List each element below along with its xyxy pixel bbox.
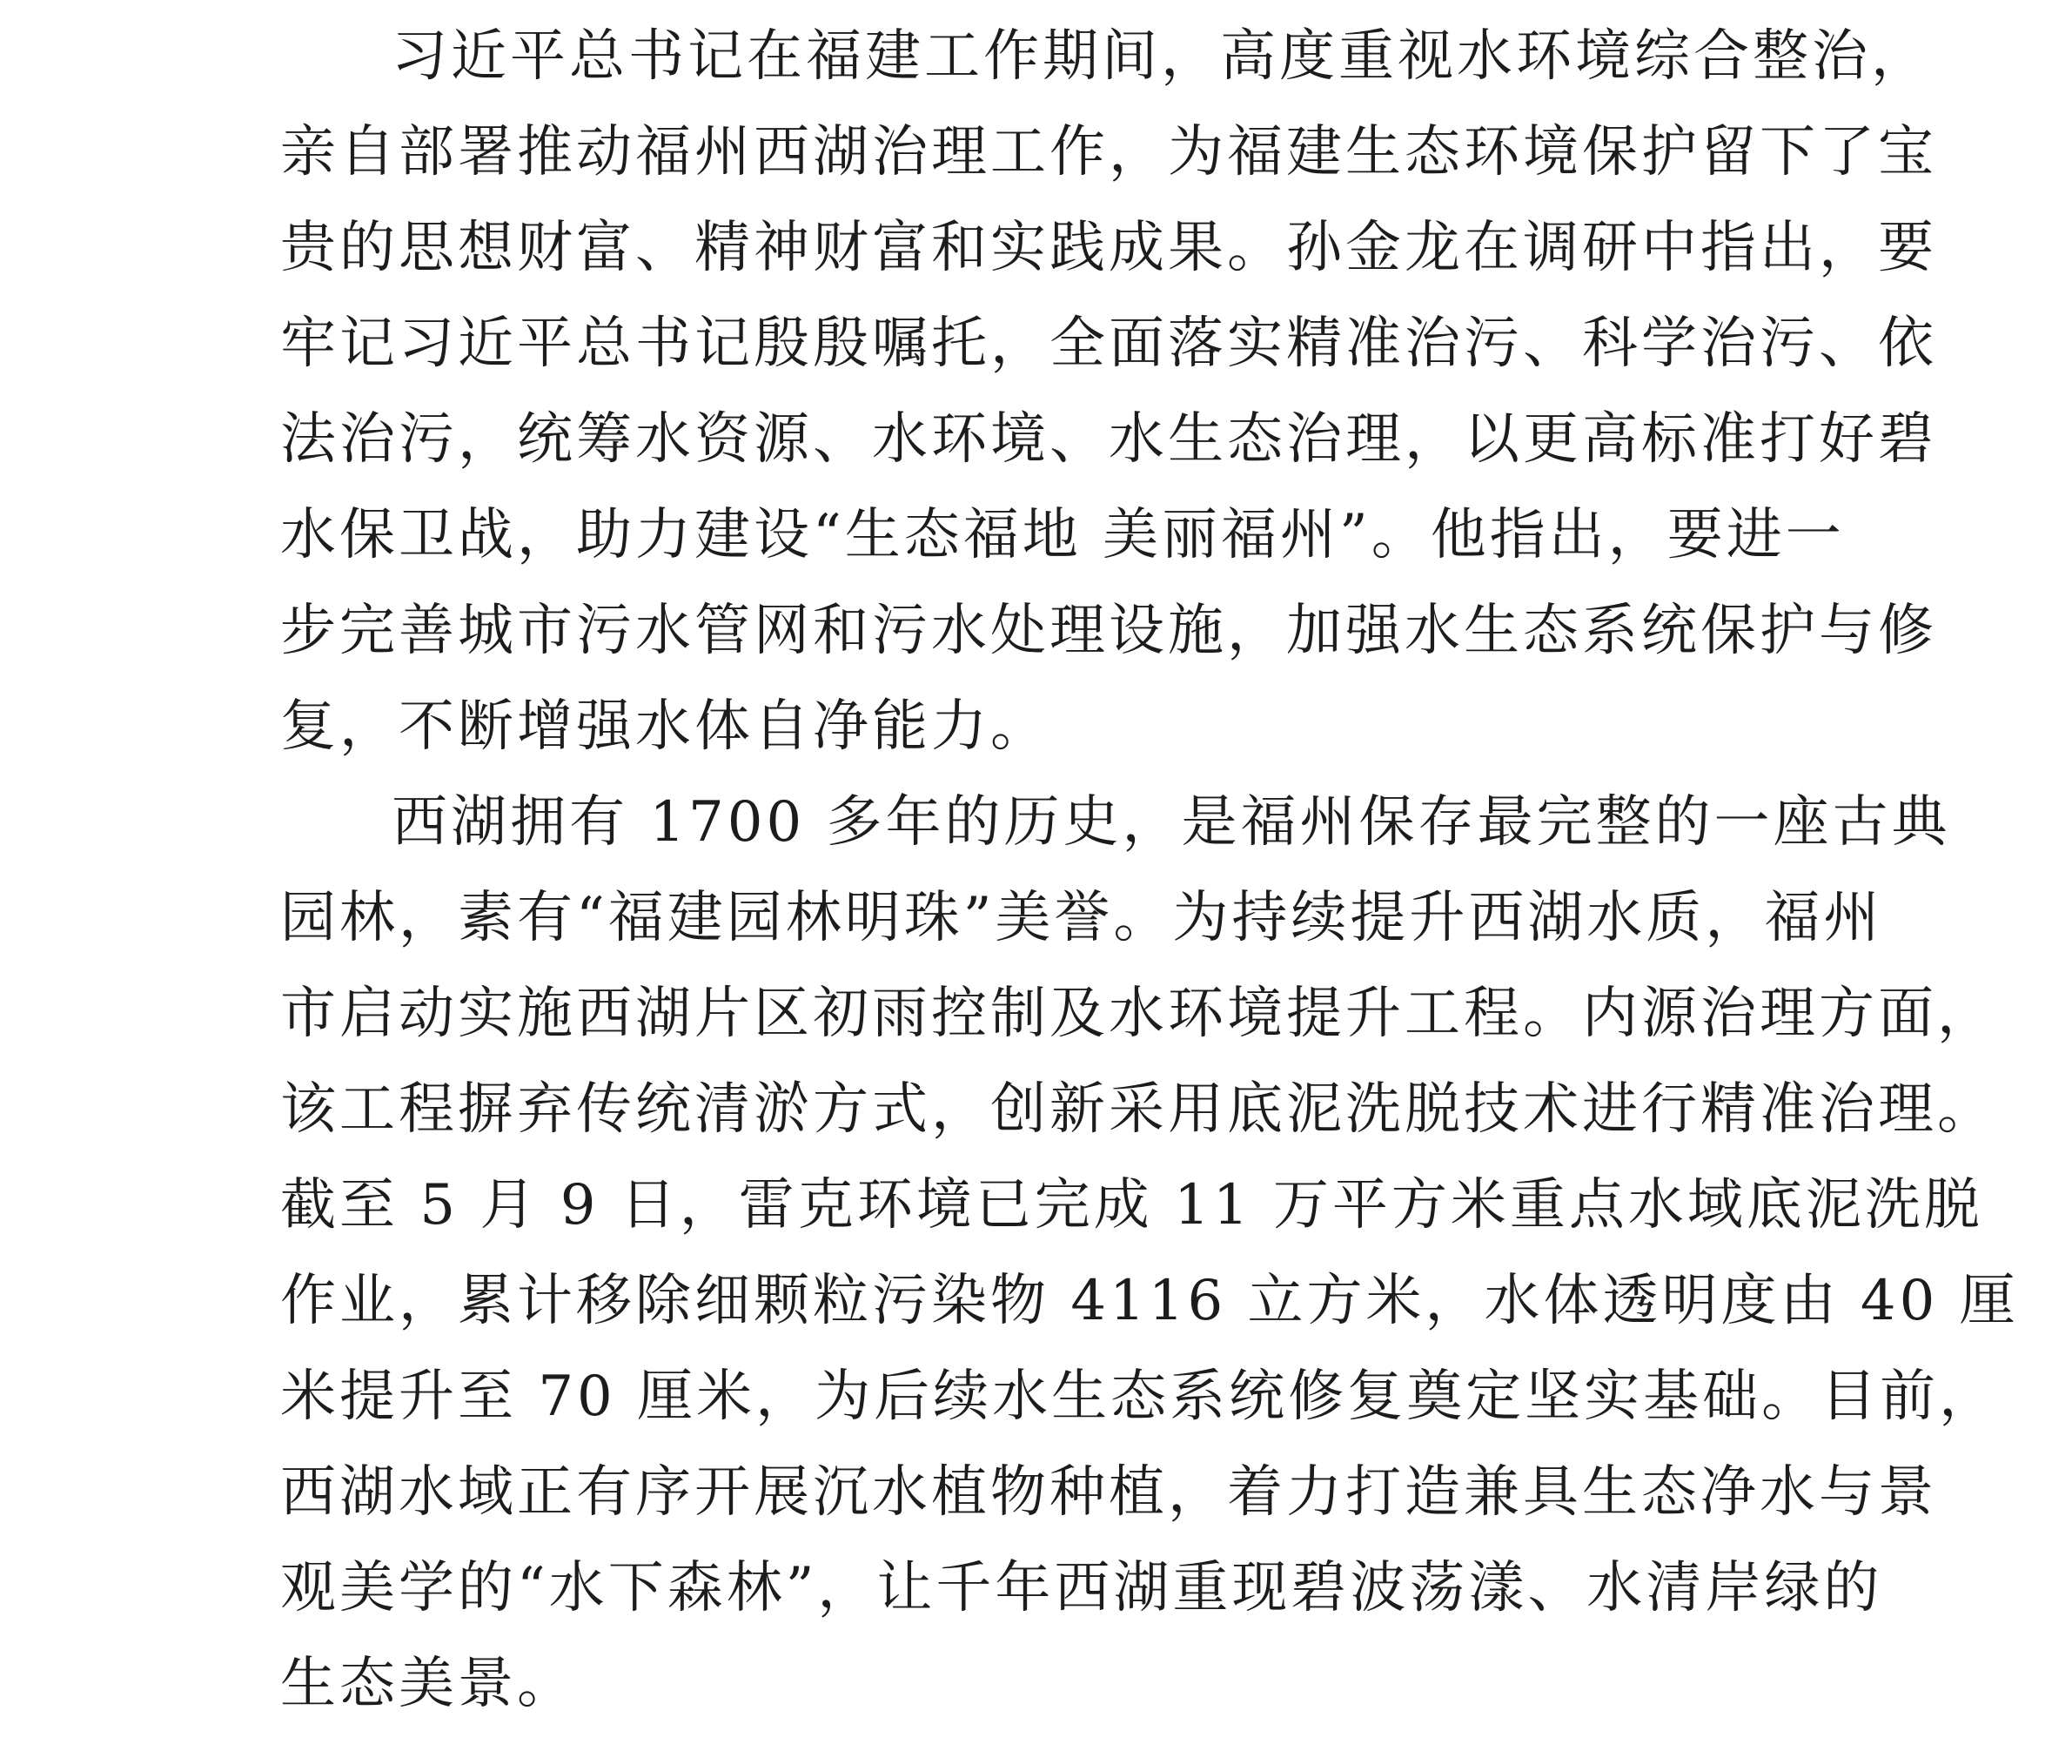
text-line: 市启动实施西湖片区初雨控制及水环境提升工程。内源治理方面， bbox=[280, 982, 1996, 1046]
text-line: 复，不断增强水体自净能力。 bbox=[280, 694, 1049, 759]
text-line: 生态美景。 bbox=[280, 1652, 576, 1716]
text-line: 观美学的“水下森林”，让千年西湖重现碧波荡漾、水清岸绿的 bbox=[280, 1556, 1883, 1620]
text-line: 该工程摒弃传统清淤方式，创新采用底泥洗脱技术进行精准治理。 bbox=[280, 1077, 1996, 1142]
text-line: 法治污，统筹水资源、水环境、水生态治理，以更高标准打好碧 bbox=[280, 407, 1937, 472]
text-line: 西湖拥有 1700 多年的历史，是福州保存最完整的一座古典 bbox=[392, 790, 1951, 855]
text-line: 西湖水域正有序开展沉水植物种植，着力打造兼具生态净水与景 bbox=[280, 1460, 1937, 1525]
text-line: 亲自部署推动福州西湖治理工作，为福建生态环境保护留下了宝 bbox=[280, 120, 1937, 184]
text-line: 截至 5 月 9 日，雷克环境已完成 11 万平方米重点水域底泥洗脱 bbox=[280, 1173, 1983, 1237]
text-line: 米提升至 70 厘米，为后续水生态系统修复奠定坚实基础。目前， bbox=[280, 1365, 1999, 1429]
text-line: 贵的思想财富、精神财富和实践成果。孙金龙在调研中指出，要 bbox=[280, 216, 1937, 280]
article-body bbox=[280, 9, 2019, 1732]
text-line: 习近平总书记在福建工作期间，高度重视水环境综合整治， bbox=[392, 24, 1930, 89]
text-line: 作业，累计移除细颗粒污染物 4116 立方米，水体透明度由 40 厘 bbox=[280, 1269, 2019, 1333]
paragraph-2 bbox=[280, 775, 2019, 1732]
text-line: 水保卫战，助力建设“生态福地 美丽福州”。他指出，要进一 bbox=[280, 503, 1845, 567]
paragraph-1 bbox=[280, 9, 1937, 775]
text-line: 牢记习近平总书记殷殷嘱托，全面落实精准治污、科学治污、依 bbox=[280, 312, 1937, 376]
text-line: 步完善城市污水管网和污水处理设施，加强水生态系统保护与修 bbox=[280, 599, 1937, 663]
text-line: 园林，素有“福建园林明珠”美誉。为持续提升西湖水质，福州 bbox=[280, 886, 1883, 950]
